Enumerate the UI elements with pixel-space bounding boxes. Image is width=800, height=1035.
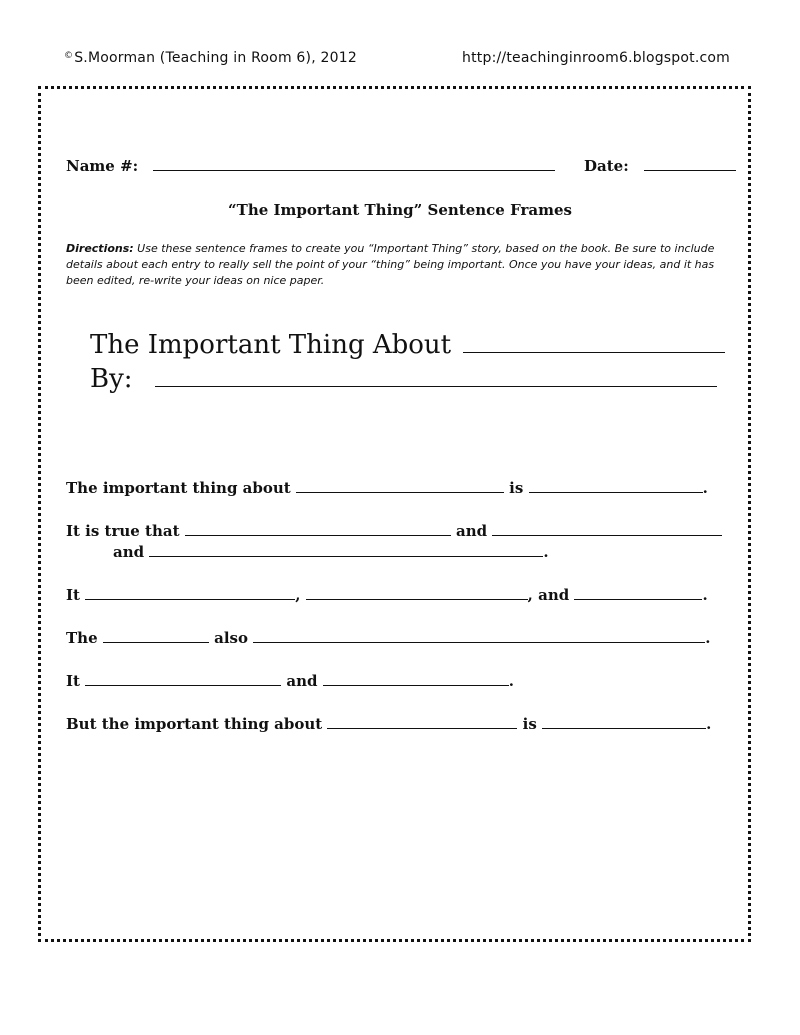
frame-line-2-continued	[113, 543, 549, 561]
frame-text: .	[543, 543, 549, 561]
frame-text: and	[456, 522, 488, 540]
date-label: Date:	[584, 157, 629, 175]
frame-line-6	[66, 715, 711, 733]
name-date-row	[66, 157, 736, 175]
by-label: By:	[90, 364, 133, 394]
frame-text: also	[214, 629, 248, 647]
frame-text: and	[113, 543, 145, 561]
frame-text: ,	[295, 586, 301, 604]
blog-url[interactable]: http://teachinginroom6.blogspot.com	[462, 50, 730, 66]
story-author-line	[90, 364, 717, 394]
frame-text: is	[509, 479, 524, 497]
frame-line-5	[66, 672, 514, 690]
copyright-symbol: ©	[64, 51, 74, 61]
frame-text: .	[706, 715, 712, 733]
frame-text: , and	[527, 586, 570, 604]
frame-line-2	[66, 522, 722, 540]
frame-text: .	[705, 629, 711, 647]
blank-field[interactable]	[542, 727, 706, 729]
blank-field[interactable]	[529, 491, 703, 493]
frame-text: .	[702, 586, 708, 604]
directions-text: Use these sentence frames to create you “Important Thing” story, based on the book. Be sure to include details about each entry to really sell the point of your “thing” being important. Once you have your ideas, and it has been edited, re-write your ideas on nice paper.	[66, 242, 715, 287]
story-title-line	[90, 330, 725, 360]
frame-text: .	[702, 479, 708, 497]
frame-line-1	[66, 479, 708, 497]
name-field[interactable]	[153, 169, 555, 171]
date-field[interactable]	[644, 169, 736, 171]
blank-field[interactable]	[492, 534, 722, 536]
blank-field[interactable]	[85, 598, 295, 600]
author-credit	[64, 50, 357, 66]
blank-field[interactable]	[103, 641, 209, 643]
story-topic-field[interactable]	[463, 351, 725, 353]
frame-text: and	[286, 672, 318, 690]
frame-text: But the important thing about	[66, 715, 323, 733]
blank-field[interactable]	[327, 727, 517, 729]
story-author-field[interactable]	[155, 385, 717, 387]
frame-text: The	[66, 629, 98, 647]
frame-text: It	[66, 586, 80, 604]
blank-field[interactable]	[574, 598, 702, 600]
date-group	[584, 157, 736, 175]
blank-field[interactable]	[306, 598, 528, 600]
blank-field[interactable]	[149, 555, 543, 557]
frame-line-3	[66, 586, 708, 604]
page-title: “The Important Thing” Sentence Frames	[228, 201, 572, 219]
directions-block	[66, 241, 738, 289]
frame-line-4	[66, 629, 710, 647]
frame-text: It is true that	[66, 522, 180, 540]
blank-field[interactable]	[253, 641, 705, 643]
frame-text: .	[508, 672, 515, 690]
blank-field[interactable]	[185, 534, 451, 536]
story-title-heading: The Important Thing About	[90, 330, 452, 360]
blank-field[interactable]	[85, 684, 281, 686]
directions-label: Directions:	[66, 242, 134, 255]
blank-field[interactable]	[296, 491, 504, 493]
blank-field[interactable]	[323, 684, 509, 686]
frame-text: It	[66, 672, 80, 690]
frame-text: The important thing about	[66, 479, 291, 497]
author-text: S.Moorman (Teaching in Room 6), 2012	[74, 50, 357, 66]
frame-text: is	[522, 715, 537, 733]
name-label: Name #:	[66, 157, 139, 175]
